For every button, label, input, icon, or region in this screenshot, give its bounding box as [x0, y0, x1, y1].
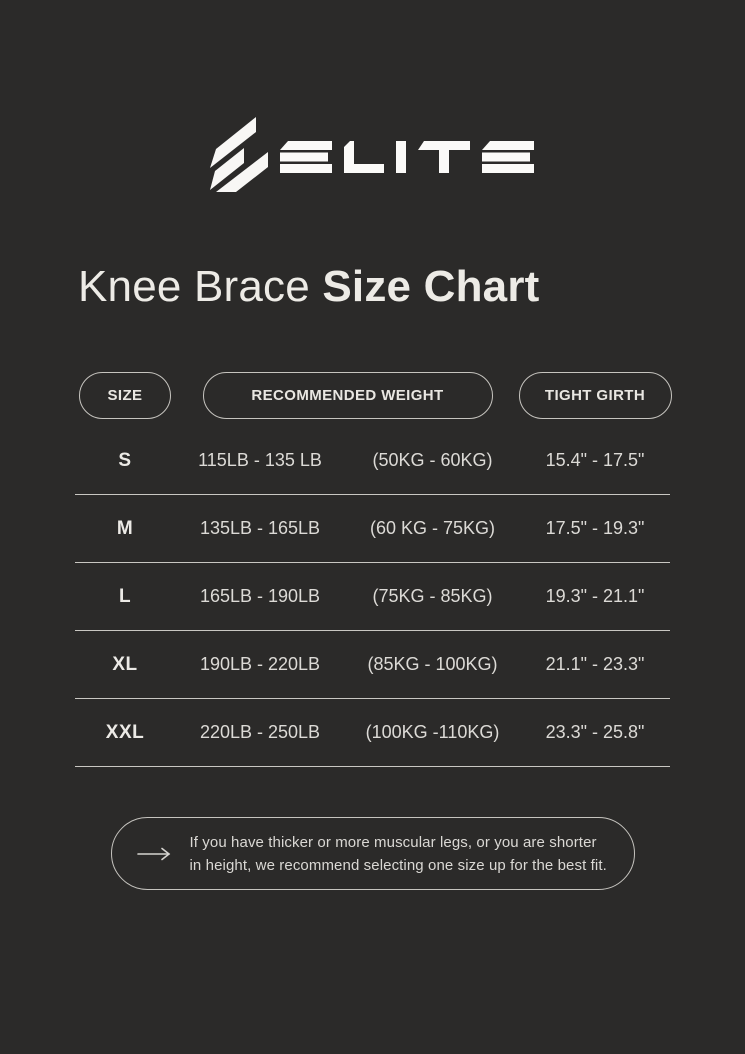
- size-cell: XXL: [105, 721, 145, 743]
- weight-lb-cell: 115LB - 135 LB: [198, 450, 322, 470]
- size-cell: S: [118, 449, 132, 471]
- page-title: [78, 261, 745, 313]
- table-row-l: [75, 563, 670, 631]
- column-header-girth: [519, 372, 672, 419]
- column-header-girth-label: TIGHT GIRTH: [544, 387, 646, 404]
- column-header-size: [79, 372, 171, 419]
- elite-logo: [0, 117, 745, 193]
- table-row-m: [75, 495, 670, 563]
- table-header-row: [75, 372, 670, 419]
- weight-lb-cell: 220LB - 250LB: [199, 722, 321, 742]
- sizing-note: [111, 817, 635, 890]
- elite-logo-graphic: [210, 117, 536, 193]
- girth-cell: 21.1" - 23.3": [545, 654, 645, 674]
- weight-kg-cell: (60 KG - 75KG): [369, 518, 496, 538]
- size-chart-table: [75, 372, 670, 767]
- table-row-s: [75, 427, 670, 495]
- weight-lb-cell: 190LB - 220LB: [199, 654, 321, 674]
- table-row-xxl: [75, 699, 670, 767]
- weight-lb-cell: 135LB - 165LB: [199, 518, 321, 538]
- column-header-size-label: SIZE: [107, 387, 143, 404]
- size-cell: L: [118, 585, 132, 607]
- sizing-note-line1: If you have thicker or more muscular legs, or you are shorter: [189, 833, 597, 851]
- sizing-note-text: [190, 831, 607, 877]
- column-header-weight-label: RECOMMENDED WEIGHT: [251, 387, 444, 404]
- girth-cell: 23.3" - 25.8": [545, 722, 645, 742]
- girth-cell: 17.5" - 19.3": [545, 518, 645, 538]
- right-arrow-icon: [137, 847, 173, 861]
- girth-cell: 19.3" - 21.1": [545, 586, 645, 606]
- size-cell: M: [116, 517, 134, 539]
- column-header-weight: [203, 372, 493, 419]
- table-row-xl: [75, 631, 670, 699]
- size-cell: XL: [112, 653, 138, 675]
- elite-wordmark: [280, 141, 534, 173]
- weight-lb-cell: 165LB - 190LB: [199, 586, 321, 606]
- weight-kg-cell: (75KG - 85KG): [372, 586, 493, 606]
- page-title-bold: Size Chart: [322, 262, 540, 311]
- elite-emblem-icon: [210, 117, 268, 192]
- weight-kg-cell: (50KG - 60KG): [372, 450, 493, 470]
- sizing-note-line2: in height, we recommend selecting one size up for the best fit.: [189, 856, 607, 874]
- weight-kg-cell: (100KG -110KG): [365, 722, 500, 742]
- page-title-regular: Knee Brace: [78, 262, 323, 311]
- weight-kg-cell: (85KG - 100KG): [367, 654, 498, 674]
- girth-cell: 15.4" - 17.5": [545, 450, 645, 470]
